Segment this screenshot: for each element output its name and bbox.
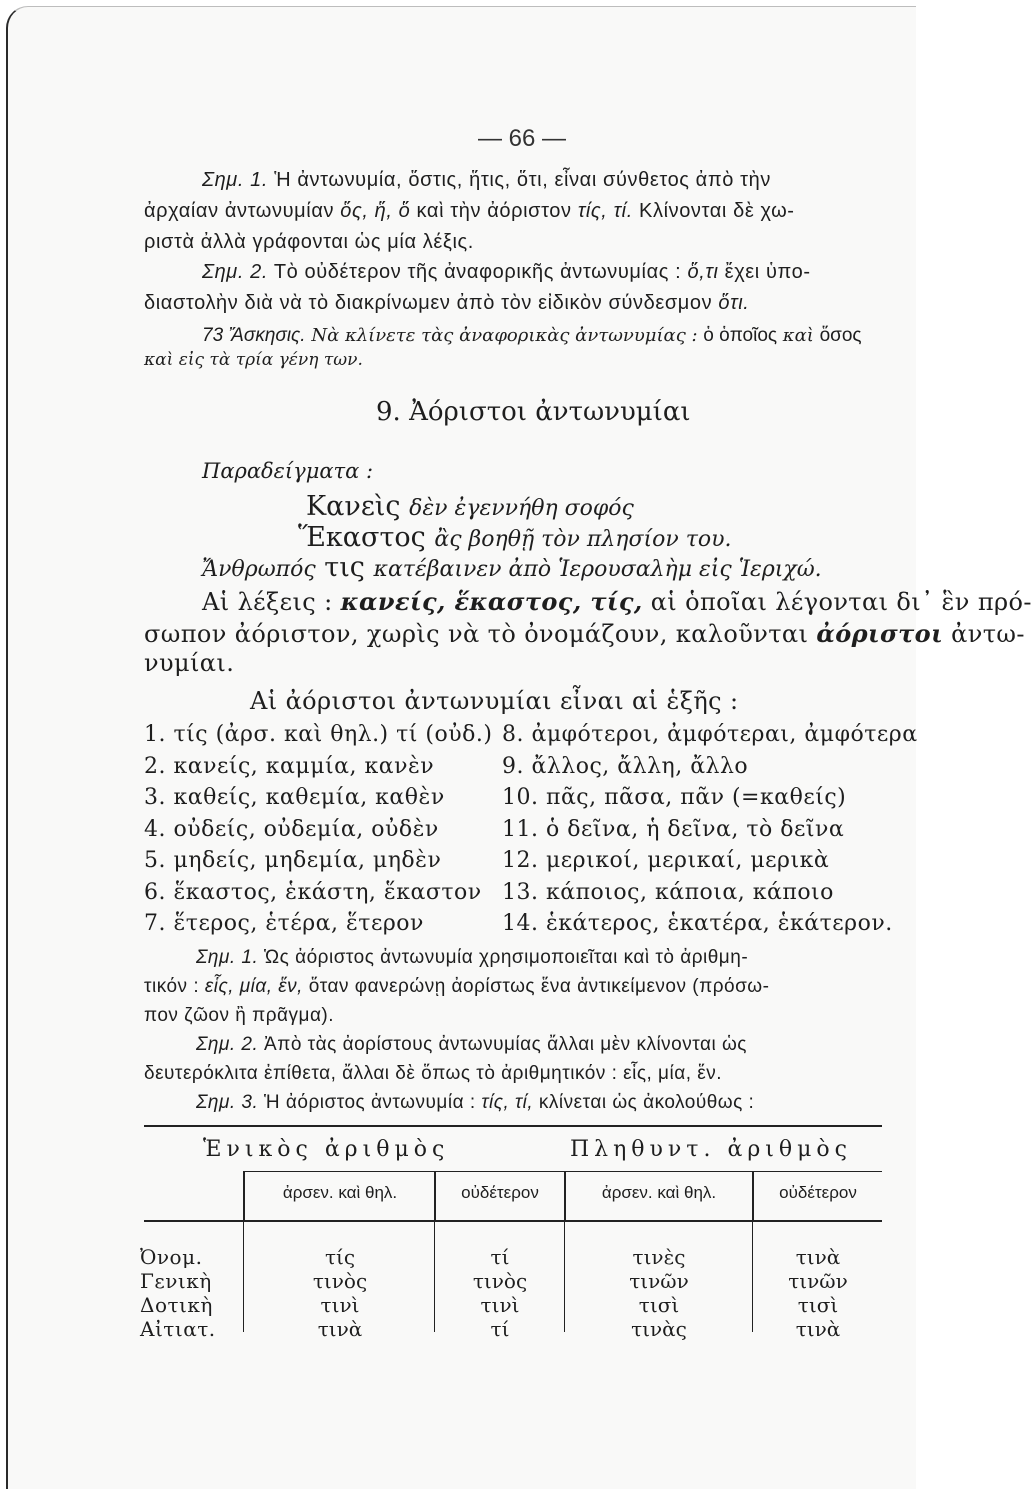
book-page bbox=[6, 6, 1032, 1489]
pronoun-list-left bbox=[144, 719, 492, 940]
table-cell: τινὸς bbox=[312, 1269, 368, 1293]
note-4-line-2: δευτερόκλιτα ἐπίθετα, ἄλλαι δὲ ὅπως τὸ ἀριθμητικόν : εἷς, μία, ἕν. bbox=[144, 1063, 723, 1084]
list-intro: Αἱ ἀόριστοι ἀντωνυμίαι εἶναι αἱ ἑξῆς : bbox=[250, 687, 739, 715]
list-item: 13. κάποιος, κάποια, κάποιο bbox=[502, 879, 834, 905]
list-item: 10. πᾶς, πᾶσα, πᾶν (=καθείς) bbox=[502, 785, 847, 810]
table-divider bbox=[243, 1222, 244, 1332]
note-2-label: Σημ. 2. bbox=[202, 261, 269, 283]
note-3-line-2: τικόν : εἷς, μία, ἕν, ὅταν φανερώνῃ ἀορίστως ἕνα ἀντικείμενον (πρόσω- bbox=[144, 976, 770, 997]
exercise-label: 73 Ἄσκησις. bbox=[202, 325, 306, 346]
table-cell: τίς bbox=[324, 1245, 356, 1269]
col-header: ἀρσεν. καὶ θηλ. bbox=[601, 1183, 717, 1202]
table-divider bbox=[243, 1172, 245, 1220]
table-cell: τί bbox=[490, 1245, 510, 1269]
list-item: 11. ὁ δεῖνα, ἡ δεῖνα, τὸ δεῖνα bbox=[502, 816, 845, 842]
list-item: 9. ἄλλος, ἄλλη, ἄλλο bbox=[502, 753, 749, 779]
example-3: Ἄνθρωπός τις κατέβαινεν ἀπὸ Ἱερουσαλὴμ εἰς Ἱεριχώ. bbox=[202, 552, 822, 583]
example-2: Ἕκαστος ἂς βοηθῇ τὸν πλησίον του. bbox=[298, 522, 732, 553]
table-cell: τινῶν bbox=[629, 1269, 689, 1293]
list-item: 8. ἀμφότεροι, ἀμφότεραι, ἀμφότερα bbox=[502, 722, 918, 747]
note-4-label: Σημ. 2. bbox=[196, 1034, 259, 1055]
list-item: 3. καθείς, καθεμία, καθὲν bbox=[144, 785, 445, 810]
col-header: οὐδέτερον bbox=[779, 1183, 857, 1202]
singular-header: Ἑνικὸς ἀριθμὸς bbox=[203, 1137, 450, 1162]
note-3-label: Σημ. 1. bbox=[196, 947, 259, 968]
case-label: Αἰτιατ. bbox=[140, 1317, 216, 1341]
pronoun-list-right bbox=[502, 719, 918, 940]
table-header-rule bbox=[243, 1171, 882, 1172]
list-item: 1. τίς (ἀρσ. καὶ θηλ.) τί (οὐδ.) bbox=[144, 722, 493, 747]
table-cell: τινὰ bbox=[795, 1245, 841, 1269]
note-3-line-3: πον ζῶον ἢ πρᾶγμα). bbox=[144, 1005, 335, 1026]
case-label: Δοτικὴ bbox=[140, 1293, 213, 1317]
table-cell: τί bbox=[490, 1317, 510, 1341]
table-cell: τινῶν bbox=[788, 1269, 848, 1293]
table-top-rule bbox=[144, 1125, 882, 1127]
note-1-line-1: Σημ. 1. Ἡ ἀντωνυμία, ὅστις, ἥτις, ὅτι, εἶναι σύνθετος ἀπὸ τὴν bbox=[202, 169, 771, 191]
table-cell: τινὰς bbox=[631, 1317, 687, 1341]
table-cell: τινὶ bbox=[480, 1293, 520, 1317]
note-1-line-3: ριστὰ ἀλλὰ γράφονται ὡς μία λέξις. bbox=[144, 231, 474, 253]
note-4-line-1: Σημ. 2. Ἀπὸ τὰς ἀορίστους ἀντωνυμίας ἄλλαι μὲν κλίνονται ὡς bbox=[196, 1034, 747, 1055]
list-item: 5. μηδείς, μηδεμία, μηδὲν bbox=[144, 848, 442, 873]
definition-line-2: σωπον ἀόριστον, χωρὶς νὰ τὸ ὀνομάζουν, καλοῦνται ἀόριστοι ἀντω- bbox=[144, 619, 1025, 648]
page-number: — 66 — bbox=[478, 125, 567, 152]
table-cell: τινὰ bbox=[795, 1317, 841, 1341]
list-item: 14. ἑκάτερος, ἑκατέρα, ἑκάτερον. bbox=[502, 911, 893, 936]
plural-header: Πληθυντ. ἀριθμὸς bbox=[570, 1137, 852, 1162]
note-2-line-2: διαστολὴν διὰ νὰ τὸ διακρίνωμεν ἀπὸ τὸν εἰδικὸν σύνδεσμον ὅτι. bbox=[144, 292, 750, 314]
table-divider bbox=[752, 1222, 753, 1332]
table-body-rule bbox=[144, 1220, 882, 1222]
table-divider bbox=[434, 1222, 435, 1332]
definition-line-1: Αἱ λέξεις : κανείς, ἕκαστος, τίς, αἱ ὁποῖαι λέγονται δι᾽ ἓν πρό- bbox=[202, 587, 1032, 616]
col-header: οὐδέτερον bbox=[461, 1183, 539, 1202]
exercise-line-2: καὶ εἰς τὰ τρία γένη των. bbox=[144, 350, 363, 370]
case-label: Γενικὴ bbox=[140, 1269, 212, 1293]
list-item: 4. οὐδείς, οὐδεμία, οὐδὲν bbox=[144, 816, 439, 842]
note-1-line-2: ἀρχαίαν ἀντωνυμίαν ὅς, ἥ, ὅ καὶ τὴν ἀόριστον τίς, τί. Κλίνονται δὲ χω- bbox=[144, 200, 795, 222]
exercise-line-1: 73 Ἄσκησις. Νὰ κλίνετε τὰς ἀναφορικὰς ἀντωνυμίας : ὁ ὁποῖος καὶ ὅσος bbox=[202, 325, 862, 346]
list-item: 12. μερικοί, μερικαί, μερικὰ bbox=[502, 848, 830, 873]
col-header: ἀρσεν. καὶ θηλ. bbox=[282, 1183, 398, 1202]
definition-line-3: νυμίαι. bbox=[144, 649, 235, 677]
section-heading: 9. Ἀόριστοι ἀντωνυμίαι bbox=[376, 397, 691, 427]
case-label: Ὀνομ. bbox=[140, 1245, 203, 1269]
examples-label: Παραδείγματα : bbox=[202, 459, 374, 483]
table-divider bbox=[564, 1222, 565, 1332]
table-cell: τισὶ bbox=[638, 1293, 680, 1317]
example-1: Κανεὶς δὲν ἐγεννήθη σοφός bbox=[306, 491, 634, 522]
note-3-line-1: Σημ. 1. Ὡς ἀόριστος ἀντωνυμία χρησιμοποιεῖται καὶ τὸ ἀριθμη- bbox=[196, 947, 749, 968]
table-cell: τινὸς bbox=[472, 1269, 528, 1293]
note-5-label: Σημ. 3. bbox=[196, 1092, 259, 1113]
list-item: 7. ἕτερος, ἑτέρα, ἕτερον bbox=[144, 911, 424, 936]
list-item: 6. ἕκαστος, ἑκάστη, ἕκαστον bbox=[144, 879, 482, 905]
note-2-line-1: Σημ. 2. Τὸ οὐδέτερον τῆς ἀναφορικῆς ἀντωνυμίας : ὅ,τι ἔχει ὑπο- bbox=[202, 261, 811, 283]
table-cell: τινὲς bbox=[632, 1245, 686, 1269]
note-1-label: Σημ. 1. bbox=[202, 169, 269, 191]
table-cell: τινὶ bbox=[320, 1293, 360, 1317]
table-cell: τισὶ bbox=[797, 1293, 839, 1317]
table-cell: τινὰ bbox=[317, 1317, 363, 1341]
note-5-line-1: Σημ. 3. Ἡ ἀόριστος ἀντωνυμία : τίς, τί, κλίνεται ὡς ἀκολούθως : bbox=[196, 1092, 755, 1113]
list-item: 2. κανείς, καμμία, κανὲν bbox=[144, 753, 435, 779]
